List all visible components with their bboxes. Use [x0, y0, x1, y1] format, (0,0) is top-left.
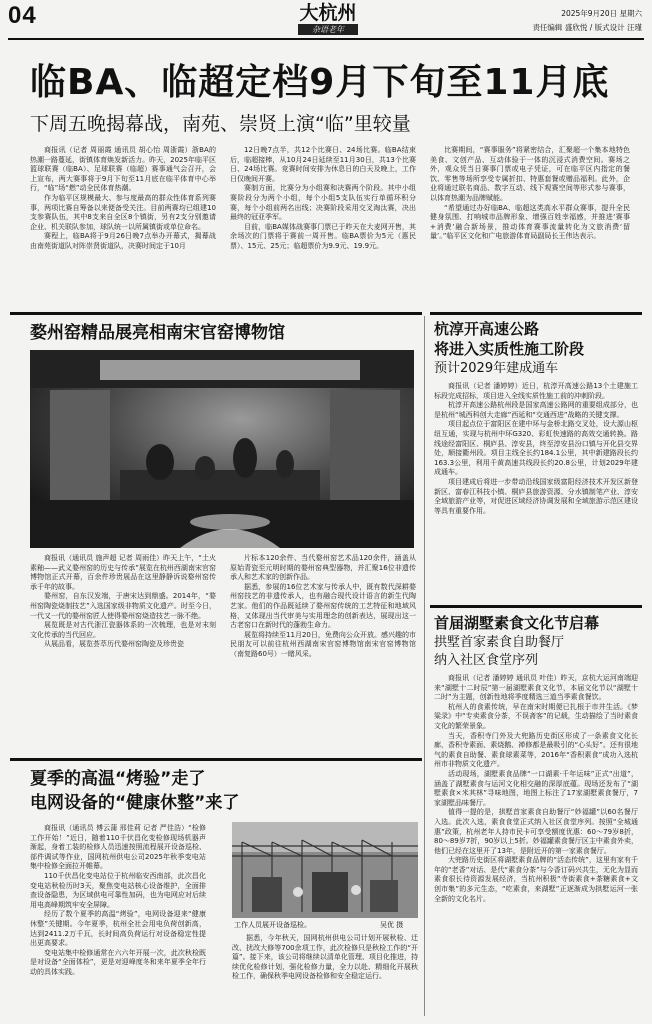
power-headline-line2: 电网设备的“健康休整”来了 [30, 793, 240, 813]
editor-credit: 责任编辑 盛欣悦 / 版式设计 汪瑾 [532, 23, 642, 32]
vegetarian-paragraph: 当天，香积寺门外及大兜路历史街区形成了一条素食文化长廊，香积寺素面、素烧鹅、禅修都是最吸引的“心头好”。还有很地气的素食自助餐、素食球素菜等，2016年“香积素食”成功入选杭州市非物质文化遗产。 [434, 731, 638, 769]
brand-title: 大杭州 [299, 2, 357, 24]
wuzhou-col-2 [230, 554, 416, 660]
wuzhou-paragraph: 据悉，参展的16位艺术家与传承人中，既有数代深耕婺州窑技艺的非遗传承人，也有融合现代设计语言的新生代陶艺家。他们的作品既延续了婺州窑传统的工艺特征和地域风格，又体现出当代审美与实用理念的创新表达，展现出这一古老窑口在新时代的蓬勃生命力。 [230, 582, 416, 630]
wuzhou-paragraph: 展览既是对古代浙江瓷器体系的一次梳理，也是对末刻文化传承的当代回应。 [30, 621, 216, 639]
page-number: 04 [8, 2, 37, 29]
substation-photo [232, 822, 418, 918]
highway-subhead: 预计2029年建成通车 [434, 361, 559, 376]
substation-image [232, 822, 418, 918]
power-paragraph: 商报讯（通讯员 傅云蒲 邢佳莉 记者 严佳浩）“检修工作开始！”近日，随着110千伏昌化变检修现场机器声渐起，身着工装的检修人员迅速按照流程展开设备巡检、部件调试等作业，国网杭州供电公司2025年秋季变电站集中检修全面拉开帷幕。 [30, 824, 206, 871]
section-rule [430, 605, 642, 608]
lead-headline: 临BA、临超定档9月下旬至11月底 [30, 62, 610, 103]
highway-headline-line2: 将进入实质性施工阶段 [434, 340, 585, 358]
vegetarian-subhead-line1: 拱墅首家素食自助餐厅 [434, 635, 565, 650]
wuzhou-paragraph: 婺州窑，自东汉发端，于唐宋达到鼎盛。2014年，“婺州窑陶瓷烧制技艺”入选国家级非物质文化遗产。时至今日，一代又一代的婺州窑匠人使得婺州窑烧造技艺一脉不绝。 [30, 592, 216, 620]
wuzhou-paragraph: 展览将持续至11月20日，免费向公众开放。感兴趣的市民朋友可以前往杭州西湖南宋官窑博物馆南宋官窑博物馆（南复路60号）一睹风采。 [230, 630, 416, 658]
section-rule [430, 312, 642, 315]
vegetarian-paragraph: 大兜路历史街区将湖墅素食品牌的“活态传统”，这里有家有千年的“老香”对话、是代“素食分茶”与今香订码兴共生，无化为显而素食很长待资源发展经济，当杭州积极“寺街素食+茶糖素食+文创市集”的多元生态，“吃素食，来湖墅”正逐渐成为拱墅运河一张全新的文化名片。 [434, 856, 638, 903]
lead-paragraph: 比赛期间，“赛事服务”将紧密结合，汇聚超一个集本地特色美食、文创产品、互动体验于一体的沉浸式消费空间。赛场之外，观众凭当日赛事门票或电子凭证，可在临平区内指定的餐饮、零售等场所享受专属折扣、特惠套餐或赠品福利。此外，企业将通过联名商品、数字互动、线下观赛空间等形式参与赛事，以体育热潮为品牌赋能。 [430, 146, 630, 202]
lead-paragraph: “希望通过办好临BA、临超这类高水平群众赛事，提升全民健身氛围、打响城市品牌形象、增强百姓幸福感，并推进‘赛事+消费’融合新场景，推动体育赛事流量转化为文旅消费‘留量’。”临平区文化和广电旅游体育局副局长王伟达表示。 [430, 203, 630, 241]
lead-paragraph: 目前，临BA媒体战赛事门票已于昨天在大麦网开售，其余场次的门票将于赛前一周开售。临BA票价为5元（惠民票）、15元、25元；临超票价为9.9元、19.9元。 [230, 222, 416, 250]
lead-col-2 [230, 146, 416, 252]
wuzhou-paragraph: 片标本120余件、当代婺州窑艺术品120余件，涵盖从原始青瓷至元明时期的婺州窑典型器物，并汇聚16位非遗传承人和艺术家的创新作品。 [230, 554, 416, 582]
lead-subhead: 下周五晚揭幕战，南苑、崇贤上演“临”里较量 [30, 113, 411, 135]
power-paragraph: 据悉，今年秋天，国网杭州供电公司计划开展秋检、迁改、扰改大修等700余项工作，此次检修只是秋检工作的“开篇”。接下来，该公司将继续以清单化管理、项目化推进，持续优化检修计划，强化检修力量，全力以赴、精细化开展秋检工作，确保秋季电网设备检修和安全稳定运行。 [232, 934, 418, 981]
power-paragraph: 变电站集中检修通常在六六年开展一次，此次秋检既是对设备“全面体检”，更是对迎峰度冬和来年夏季全年行动的具体实践。 [30, 948, 206, 976]
wuzhou-headline: 婺州窑精品展亮相南宋官窑博物馆 [30, 323, 285, 343]
brand-logo [288, 2, 368, 42]
highway-paragraph: 商报讯（记者 潘婷婷）近日，杭淳开高速公路13个土建施工标段完成招标，项目进入全线实质性施工前的冲刺阶段。 [434, 382, 638, 400]
vegetarian-subhead-line2: 纳入社区食堂序列 [434, 653, 539, 668]
wuzhou-paragraph: 商报讯（通讯员 施声超 记者 周雨佳）昨天上午，“土火素釉——武义婺州窑的历史与传承”展览在杭州西湖南宋官窑博物馆正式开幕，百余件珍贵展品在这里静静诉说婺州窑传承千年的故事。 [30, 554, 216, 591]
highway-headline-line1: 杭淳开高速公路 [434, 320, 540, 338]
power-col-1 [30, 824, 206, 978]
wuzhou-exhibition-photo [30, 350, 414, 548]
lead-paragraph: 12日晚7点半，共12个比赛日、24场比赛。临BA结束后，临超接棒，从10月24日延续至11月30日，共13个比赛日、24场比赛。竞赛时间安排为休息日的白天及晚上，工作日仅晚间开赛。 [230, 146, 416, 183]
power-headline-line1: 夏季的高温“烤验”走了 [30, 769, 206, 789]
lead-paragraph: 赛制方面，比赛分为小组赛和决赛两个阶段。其中小组赛阶段分为两个小组，每个小组5支队伍实行单循环积分赛，每个小组前两名出线；决赛阶段采用交叉淘汰赛，决出最终的冠亚季军。 [230, 184, 416, 222]
photo-credit: 吴优 摄 [380, 921, 404, 929]
column-divider [424, 316, 425, 1016]
issue-date: 2025年9月20日 星期六 [561, 9, 642, 18]
photo-caption: 工作人员展开设备巡检。 [234, 921, 311, 929]
masthead-rule [8, 38, 644, 40]
highway-paragraph: 项目建成后将进一步带动沿线国家级富阳经济技术开发区新登新区、富春江科技小镇、桐庐县旅游资源、分水镇制笔产业、淳安全域旅游产业等，对促进区域经济协调发展和全域旅游示范区建设等具有重要作用。 [434, 477, 638, 515]
vegetarian-headline: 首届湖墅素食文化节启幕 [434, 614, 600, 632]
power-paragraph: 经历了数个夏季的高温“烤验”，电网设备迎来“健康休整”关键期。今年夏季，杭州全社会用电负荷创新高，达到2411.2万千瓦，长时间高负荷运行对设备稳定性提出更高要求。 [30, 910, 206, 948]
power-col-2 [232, 934, 418, 982]
highway-body [434, 382, 638, 516]
vegetarian-paragraph: 商报讯（记者 潘婷婷 通讯员 叶佳）昨天，京杭大运河南端迎来“湖墅十二时辰”第一届湖墅素食文化节，本届文化节以“湖墅十二时”为主题，创新性地将季度精选三道当季素食餐饮。 [434, 674, 638, 702]
exhibition-hall-image [30, 350, 414, 548]
wuzhou-paragraph: 从展品看，展览荟萃历代婺州窑陶瓷及珍贵瓷 [44, 640, 184, 649]
lead-paragraph: 作为临平区规模最大、参与度最高的群众性体育系列赛事，两项比赛自筹备以来便备受关注。目前两赛均已组建10支参赛队伍，其中8支来自全区8个镇街，另有2支分别邀请企业、机关联队参加，球队统一以所属镇街或单位命名。 [30, 193, 216, 231]
lead-paragraph: 商报讯（记者 周丽霞 通讯员 胡心怡 周浙霞）浙BA的热潮一路蔓延，街镇体育焕发新活力。昨天，2025年临平区篮球联赛（临BA）、足球联赛（临超）赛事通气会召开，会上宣布，两大赛事将于9月下旬至11月底在临平体育中心举行，“临”场“燃”动全民体育热潮。 [30, 146, 216, 193]
power-paragraph: 110千伏昌化变电站位于杭州临安西南部，此次昌化变电站秋检历时3天，聚焦变电站核心设备维护，全面排查设备隐患，为区域供电可靠性加码，也为电网应对后续用电高峰期筑牢安全屏障。 [30, 871, 206, 909]
wuzhou-col-1 [30, 554, 216, 650]
lead-col-1 [30, 146, 216, 252]
highway-paragraph: 项目起点位于富阳区在建中环与金桥北路交叉处，设大源山枢纽互通，实现与杭州中环G320、彩虹快速路的高效交通转换。路线途经富阳区、桐庐县、淳安县，终至淳安县汾口镇与开化县交界处，顺接衢州段。项目主线全长约184.1公里，其中新建路段长约163.3公里，利用千黄高速共线段长约20.8公里，计划2029年建成通车。 [434, 420, 638, 477]
brand-subtitle: 杂语老年 [298, 24, 358, 35]
highway-paragraph: 杭淳开高速公路杭州段是国家高速公路网的重要组成部分，也是杭州“城西科创大走廊”西延和“交通西进”战略的关键支撑。 [434, 401, 638, 419]
lead-col-3 [430, 146, 630, 242]
lead-paragraph: 赛程上，临BA将于9月26日晚7点举办开幕式，揭幕战由南苑街道队对阵崇贤街道队，决赛时间定于10月 [30, 232, 216, 250]
section-rule [10, 312, 422, 315]
vegetarian-paragraph: 活动现场，湖墅素食品牌“一口湖素·千年运味”正式“出道”，涵盖了湖墅素食与运河文化相交融的深厚底蕴。现场还发布了“湖墅素食×米其林”寻味地图，地图上标注了17家湖墅素食餐厅，7家湖墅品味餐厅。 [434, 769, 638, 807]
vegetarian-paragraph: 杭州人的食素传统，早在南宋时期便已扎根于市井生活。《梦粱录》中“专卖素食分茶，不误斋客”的记载，生动描绘了当时素食文化的繁荣景象。 [434, 702, 638, 730]
vegetarian-paragraph: 值得一提的是，拱墅首家素食自助餐厅“妙福罐”以60名餐厅入选。此次入选，素食食堂正式纳入社区食堂序列。按照“全城通惠”政策，杭州老年人持市民卡可享受额度优惠：60～79岁8折，80～89岁7折，90岁以上5折。妙福罐素食餐厅区主中素食外卖，他们已经在这里开了13年，是附近开的第一家素食餐厅。 [434, 808, 638, 855]
section-rule [10, 758, 422, 761]
vegetarian-body [434, 674, 638, 904]
